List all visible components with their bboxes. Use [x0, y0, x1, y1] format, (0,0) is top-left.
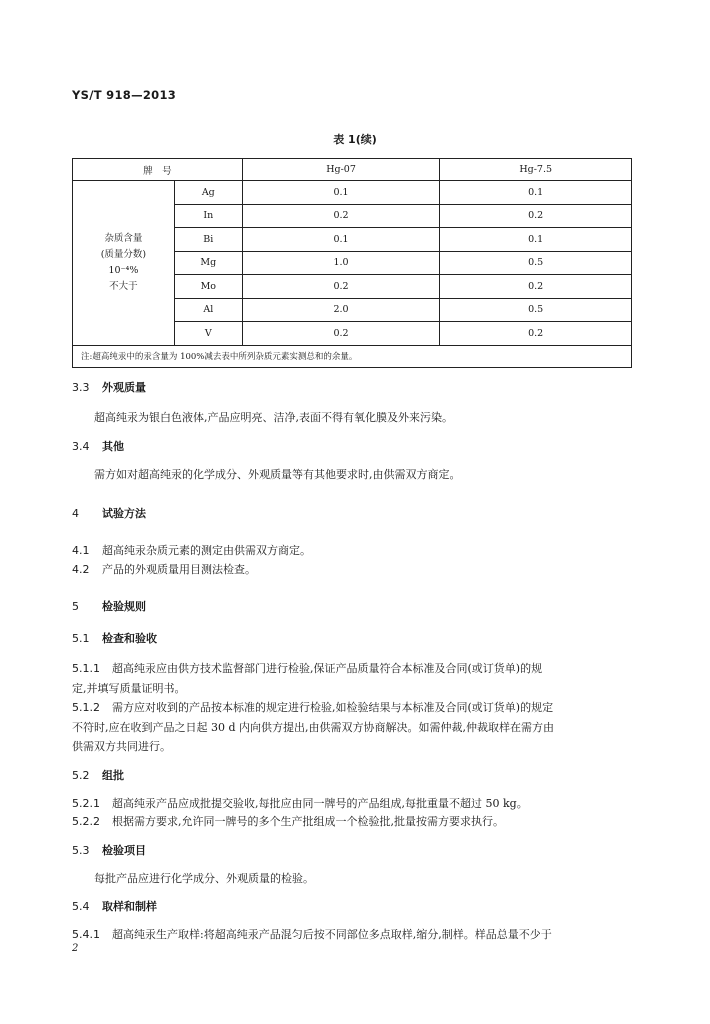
clause-5-2-2 — [72, 813, 504, 829]
section-number: 5.3 — [72, 844, 90, 857]
clause-5-2-1 — [72, 795, 528, 811]
clause-number: 5.2.2 — [72, 815, 100, 828]
section-number: 5 — [72, 600, 79, 613]
header-hg75: Hg-7.5 — [440, 159, 632, 181]
section-title: 检验规则 — [102, 600, 146, 613]
section-number: 5.4 — [72, 900, 90, 913]
section-number: 5.1 — [72, 632, 90, 645]
clause-number: 5.1.2 — [72, 701, 100, 714]
clause-5-4-1 — [72, 926, 552, 942]
table-row — [73, 181, 632, 205]
section-title: 检验项目 — [102, 844, 146, 857]
value-cell: 0.1 — [440, 181, 632, 205]
value-cell: 0.1 — [440, 228, 632, 252]
value-cell: 0.1 — [242, 228, 440, 252]
element-cell: Mo — [174, 275, 242, 299]
section-heading-5-1 — [72, 630, 157, 646]
row-label-line: 不大于 — [109, 280, 138, 292]
clause-text: 根据需方要求,允许同一牌号的多个生产批组成一个检验批,批量按需方要求执行。 — [112, 815, 504, 828]
section-title: 试验方法 — [102, 507, 146, 520]
impurity-table — [72, 158, 632, 368]
section-title: 检查和验收 — [102, 632, 157, 645]
value-cell: 0.5 — [440, 298, 632, 322]
section-title: 外观质量 — [102, 381, 146, 394]
section-title: 取样和制样 — [102, 900, 157, 913]
row-label-line: 10⁻⁴% — [108, 264, 139, 276]
value-cell: 0.2 — [440, 275, 632, 299]
standard-code: YS/T 918—2013 — [72, 88, 177, 102]
element-cell: Ag — [174, 181, 242, 205]
section-number: 4 — [72, 507, 79, 520]
row-label-line: 杂质含量 — [104, 232, 143, 244]
table-note: 注:超高纯汞中的汞含量为 100%减去表中所列杂质元素实测总和的余量。 — [73, 345, 632, 367]
element-cell: Mg — [174, 251, 242, 275]
clause-text: 超高纯汞杂质元素的测定由供需双方商定。 — [102, 544, 311, 557]
paragraph: 每批产品应进行化学成分、外观质量的检验。 — [94, 872, 314, 885]
clause-number: 4.2 — [72, 563, 90, 576]
table-note-row — [73, 345, 632, 367]
section-number: 3.4 — [72, 440, 90, 453]
section-title: 其他 — [102, 440, 124, 453]
clause-number: 5.1.1 — [72, 662, 100, 675]
clause-number: 5.4.1 — [72, 928, 100, 941]
section-heading-5-2 — [72, 767, 124, 783]
value-cell: 0.1 — [242, 181, 440, 205]
clause-continuation: 不符时,应在收到产品之日起 30 d 内向供方提出,由供需双方协商解决。如需仲裁,仲裁取样在需方由 — [72, 721, 555, 734]
section-heading-5-3 — [72, 842, 146, 858]
clause-number: 4.1 — [72, 544, 90, 557]
row-label-line: (质量分数) — [100, 248, 147, 260]
clause-5-1-2 — [72, 699, 553, 715]
clause-text: 超高纯汞产品应成批提交验收,每批应由同一牌号的产品组成,每批重量不超过 50 kg。 — [112, 797, 528, 810]
section-title: 组批 — [102, 769, 124, 782]
element-cell: V — [174, 322, 242, 346]
value-cell: 0.2 — [242, 204, 440, 228]
section-heading-3-4 — [72, 438, 124, 454]
header-grade-label: 牌 号 — [73, 159, 243, 181]
clause-text: 超高纯汞应由供方技术监督部门进行检验,保证产品质量符合本标准及合同(或订货单)的规 — [112, 662, 543, 675]
value-cell: 2.0 — [242, 298, 440, 322]
value-cell: 0.2 — [242, 322, 440, 346]
clause-continuation: 供需双方共同进行。 — [72, 740, 171, 753]
clause-text: 超高纯汞生产取样:将超高纯汞产品混匀后按不同部位多点取样,缩分,制样。样品总量不少于 — [112, 928, 552, 941]
impurity-row-label — [73, 181, 175, 346]
header-hg07: Hg-07 — [242, 159, 440, 181]
section-heading-4 — [72, 505, 146, 521]
value-cell: 0.2 — [242, 275, 440, 299]
section-heading-5-4 — [72, 898, 157, 914]
value-cell: 0.2 — [440, 322, 632, 346]
element-cell: Al — [174, 298, 242, 322]
table-header-row — [73, 159, 632, 181]
page-number: 2 — [72, 943, 79, 954]
section-heading-3-3 — [72, 379, 146, 395]
clause-text: 需方应对收到的产品按本标准的规定进行检验,如检验结果与本标准及合同(或订货单)的规定 — [112, 701, 554, 714]
value-cell: 0.2 — [440, 204, 632, 228]
element-cell: Bi — [174, 228, 242, 252]
paragraph: 需方如对超高纯汞的化学成分、外观质量等有其他要求时,由供需双方商定。 — [94, 468, 461, 481]
clause-4-1 — [72, 542, 311, 558]
section-number: 5.2 — [72, 769, 90, 782]
clause-4-2 — [72, 561, 256, 577]
section-number: 3.3 — [72, 381, 90, 394]
clause-5-1-1 — [72, 660, 542, 676]
value-cell: 0.5 — [440, 251, 632, 275]
element-cell: In — [174, 204, 242, 228]
clause-text: 产品的外观质量用目测法检查。 — [102, 563, 256, 576]
paragraph: 超高纯汞为银白色液体,产品应明亮、洁净,表面不得有氧化膜及外来污染。 — [94, 411, 453, 424]
table-title: 表 1(续) — [333, 133, 377, 146]
value-cell: 1.0 — [242, 251, 440, 275]
clause-number: 5.2.1 — [72, 797, 100, 810]
clause-continuation: 定,并填写质量证明书。 — [72, 682, 186, 695]
section-heading-5 — [72, 598, 146, 614]
